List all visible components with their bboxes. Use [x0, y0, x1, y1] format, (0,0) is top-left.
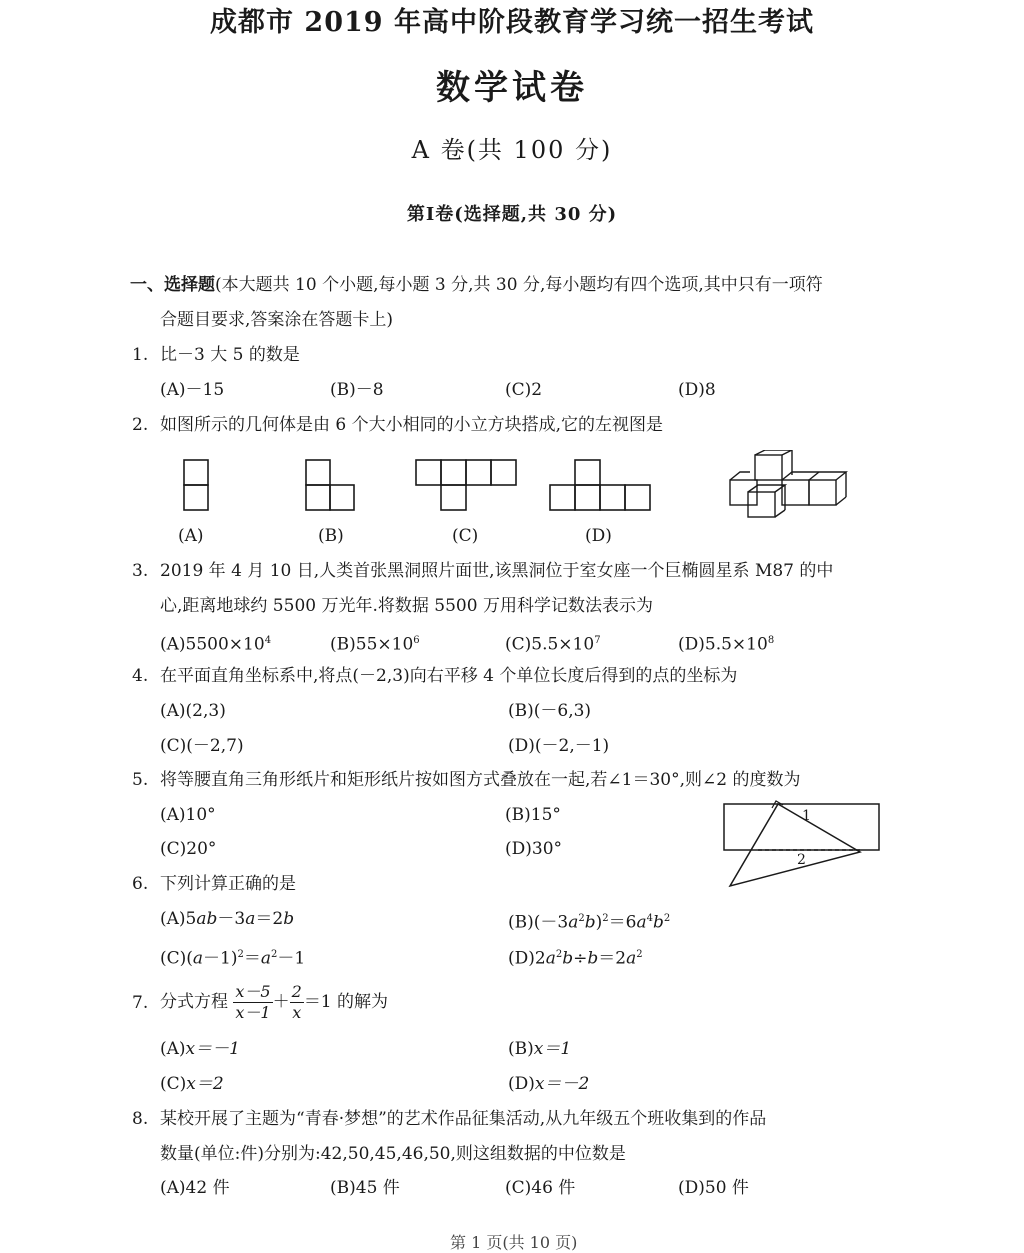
q2-label-b: (B) — [318, 526, 344, 546]
q6-number: 6. — [132, 874, 149, 894]
q2-figure-d — [550, 460, 650, 510]
q8-stem-2: 数量(单位:件)分别为:42,50,45,46,50,则这组数据的中位数是 — [160, 1144, 626, 1164]
q7-option-c: (C)x＝2 — [160, 1074, 224, 1094]
q3-option-b: $(B)55\times 10^6$ — [330, 634, 420, 655]
q5-option-d: (D)30° — [505, 839, 563, 859]
q3-option-d: $(D)5.5\times 10^8$ — [678, 634, 775, 655]
q5-option-c: (C)20° — [160, 839, 217, 859]
q7-stem: 分式方程 $\frac{x-5}{x-1}$ ＋ $\frac{2}{x}$ ＝1 的解为 — [160, 982, 389, 1022]
q4-option-a: (A)(2,3) — [160, 701, 226, 721]
q1-option-a: (A)－15 — [160, 380, 225, 400]
q3-option-c: $(C)5.5\times 10^7$ — [505, 634, 601, 655]
q5-number: 5. — [132, 770, 149, 790]
q1-number: 1. — [132, 345, 149, 365]
q4-option-b: (B)(－6,3) — [508, 701, 592, 721]
q5-angle2-label: 2 — [797, 852, 806, 868]
q3-stem-1: 2019 年 4 月 10 日,人类首张黑洞照片面世,该黑洞位于室女座一个巨椭圆星系 M87 的中 — [160, 561, 834, 581]
page-footer: 第 1 页(共 10 页) — [450, 1233, 578, 1252]
q8-option-d: (D)50 件 — [678, 1178, 749, 1198]
part-title: 第Ⅰ卷(选择题,共 30 分) — [406, 204, 618, 225]
q1-option-b: (B)－8 — [330, 380, 384, 400]
q2-figure-b — [306, 460, 354, 510]
q1-option-c: (C)2 — [505, 380, 543, 400]
q5-figure — [720, 798, 885, 893]
exam-title: 成都市 2019 年高中阶段教育学习统一招生考试 — [210, 7, 814, 38]
subject-title: 数学试卷 — [436, 68, 588, 108]
q4-option-d: (D)(－2,－1) — [508, 736, 610, 756]
q6-option-d: $(D)2a^2b\div b=2a^2$ — [508, 948, 643, 969]
q5-triangle — [730, 804, 860, 886]
q8-option-b: (B)45 件 — [330, 1178, 400, 1198]
q6-option-a: (A)5ab－3a＝2b — [160, 909, 295, 929]
q3-number: 3. — [132, 561, 149, 581]
q7-fraction-1: $\frac{x-5}{x-1}$ — [235, 982, 271, 1022]
section-heading — [130, 274, 823, 296]
q8-option-c: (C)46 件 — [505, 1178, 576, 1198]
q2-label-a: (A) — [178, 526, 204, 546]
q2-label-c: (C) — [452, 526, 479, 546]
q5-angle1-label: 1 — [802, 808, 811, 824]
q4-stem: 在平面直角坐标系中,将点(－2,3)向右平移 4 个单位长度后得到的点的坐标为 — [160, 666, 738, 686]
q3-option-a: $(A)5500\times 10^4$ — [160, 634, 272, 655]
section-instruction-1: (本大题共 10 个小题,每小题 3 分,共 30 分,每小题均有四个选项,其中只有一项符 — [215, 275, 823, 295]
q2-number: 2. — [132, 415, 149, 435]
q7-option-d: (D)x＝－2 — [508, 1074, 590, 1094]
q5-option-b: (B)15° — [505, 805, 561, 825]
q7-number: 7. — [132, 993, 149, 1013]
q2-stem: 如图所示的几何体是由 6 个大小相同的小立方块搭成,它的左视图是 — [160, 415, 664, 435]
volume-title: A 卷(共 100 分) — [411, 136, 613, 164]
q6-stem: 下列计算正确的是 — [160, 874, 296, 894]
q6-option-c: $(C)(a-1)^2=a^2-1$ — [160, 948, 306, 969]
q2-figures — [170, 450, 870, 525]
q7-option-b: (B)x＝1 — [508, 1039, 572, 1059]
q3-stem-2: 心,距离地球约 5500 万光年.将数据 5500 万用科学记数法表示为 — [160, 596, 653, 616]
q7-fraction-2: $\frac{2}{x}$ — [291, 982, 302, 1022]
q2-label-d: (D) — [585, 526, 612, 546]
section-instruction-2: 合题目要求,答案涂在答题卡上) — [160, 310, 394, 330]
q1-option-d: (D)8 — [678, 380, 716, 400]
q6-option-b: $(B)(-3a^2b)^2=6a^4b^2$ — [508, 912, 671, 933]
q2-solid-figure — [730, 450, 846, 517]
q4-option-c: (C)(－2,7) — [160, 736, 244, 756]
q1-stem: 比－3 大 5 的数是 — [160, 345, 300, 365]
q8-number: 8. — [132, 1109, 149, 1129]
q8-stem-1: 某校开展了主题为“青春·梦想”的艺术作品征集活动,从九年级五个班收集到的作品 — [160, 1109, 767, 1129]
section-title: 一、选择题 — [130, 275, 215, 295]
q5-stem: 将等腰直角三角形纸片和矩形纸片按如图方式叠放在一起,若∠1＝30°,则∠2 的度数为 — [160, 770, 801, 790]
q2-figure-c — [416, 460, 516, 510]
q2-figure-a — [184, 460, 208, 510]
q4-number: 4. — [132, 666, 149, 686]
q5-option-a: (A)10° — [160, 805, 216, 825]
q8-option-a: (A)42 件 — [160, 1178, 230, 1198]
q7-option-a: (A)x＝－1 — [160, 1039, 240, 1059]
